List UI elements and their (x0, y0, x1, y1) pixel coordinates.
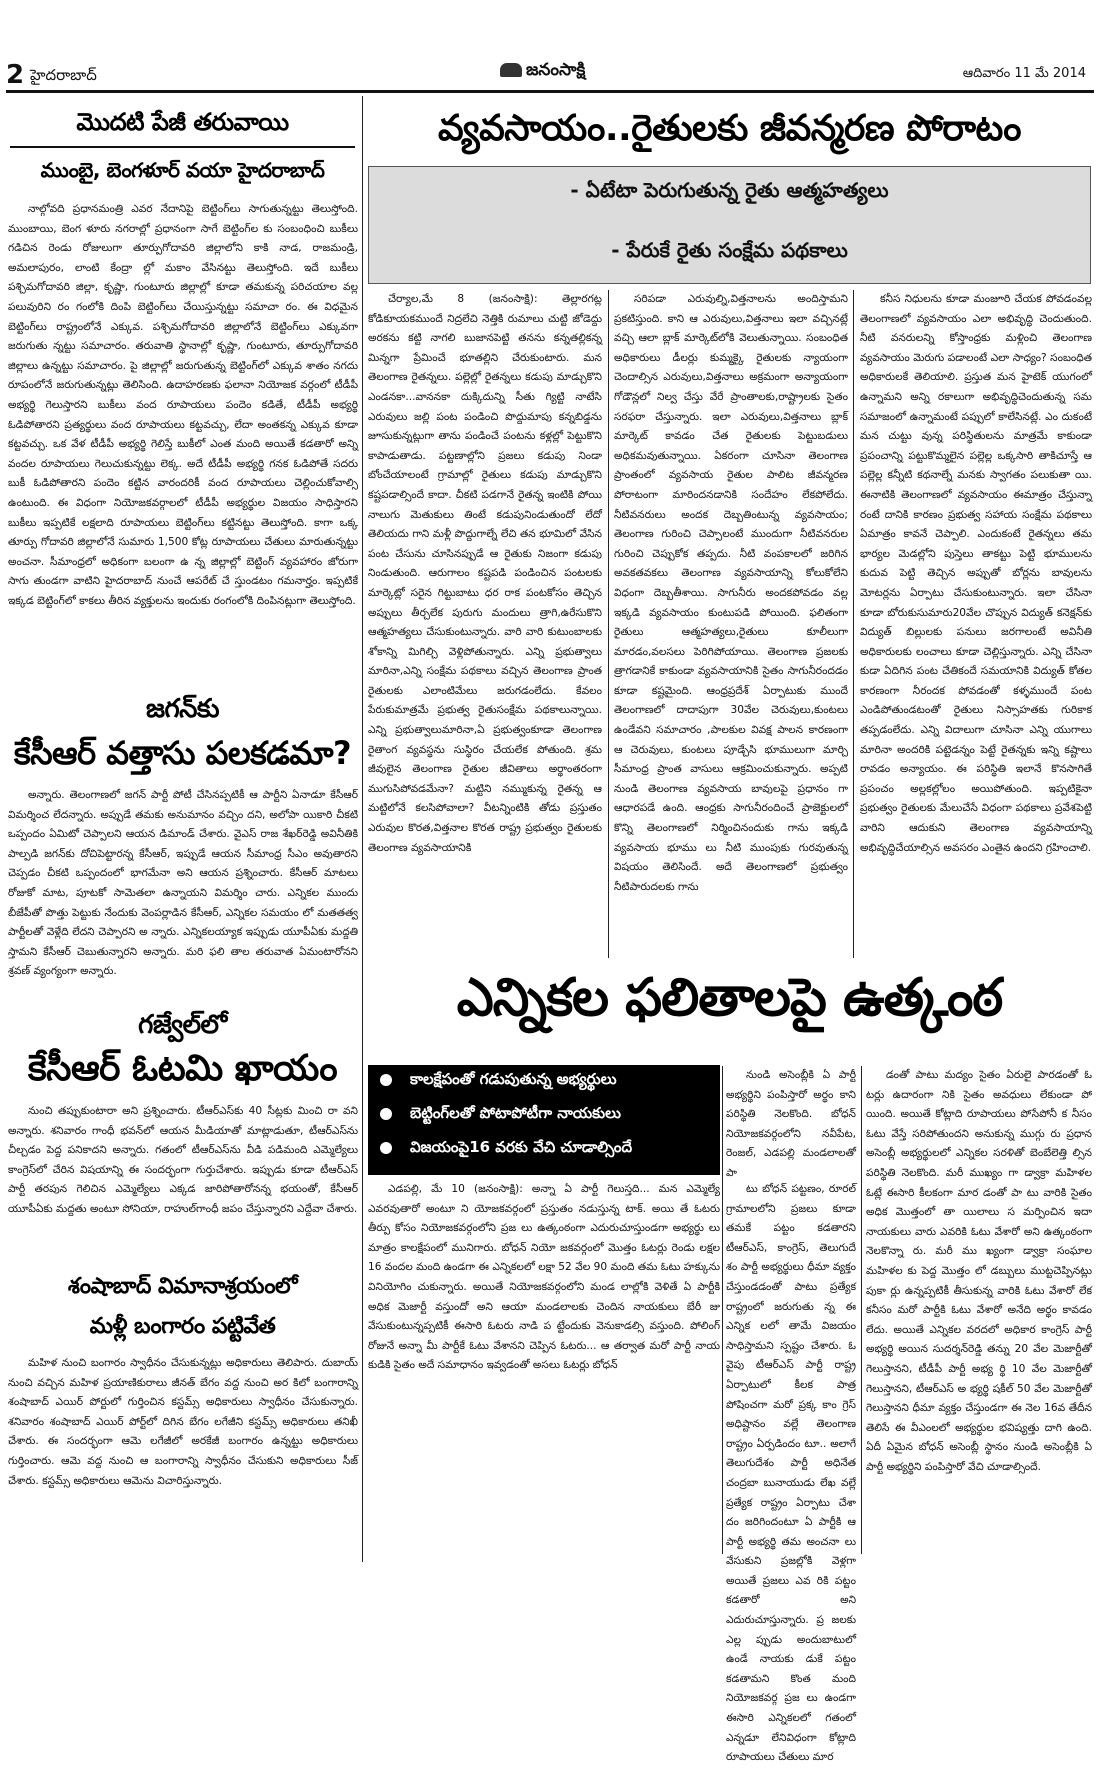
story-kicker: గజ్వేల్‌లో (138, 1010, 227, 1040)
bullet-icon (380, 1108, 392, 1120)
story-kicker: జగన్‌కు (146, 694, 219, 724)
story-headline: కేసీఆర్ వత్తాసు పలకడమా? (13, 734, 352, 772)
election-column (866, 1066, 1092, 1554)
story-text: నుంచి తప్పుకుంటారా అని ప్రశ్నించారు. టీఆర్ఎస్‌కు 40 సీట్లకు మించి రా వని అన్నారు. శనివారం గాంధీ భవన్‌లో ఆయన మీడియాతో మాట్లాడుతూ, టీఆర్ఎస్‌ను చీల్చడం పెద్ద పనికాదని అన్నారు. గతంలో టీఆర్ఎస్‌ను వీడి పడిమంది ఎమ్మెల్యేలు కాంగ్రెస్‌లో చేరిన విషయాన్ని ఈ సందర్భంగా గుర్తుచేశారు. ఇప్పుడు కూడా టీఆర్ఎస్ పార్టీ తరపున గెలిచిన ఎమ్మెల్యేలు ఎక్కడ జారిపోతారోనన్న భయంతో, కేసీఆర్ యూపీఏకు మద్దతు అంటూ సోనియా, రాహుల్‌గాంధీ జపం చేస్తున్నారని ఎద్దేవా చేశారు. (8, 1105, 358, 1215)
election-column (368, 1180, 720, 1554)
lead-column (614, 290, 848, 958)
story-kicker: శంషాబాద్ విమానాశ్రయంలో (67, 1274, 298, 1299)
story-text: నాల్గోవది ప్రధానమంత్రి ఎవర నేదానిపై బెట్టింగ్‌లు సాగుతున్నట్టు తెలుస్తోంది. ముంబాయి, బెంగ ళూరు నగరాల్లో ప్రధానంగా సాగే బెట్టింగ్‌ల కు సంబంధించి బుకీలు గడిచిన రెండు రోజులుగా తూర్పుగోదావరి జిల్లాలోని కాకి నాడ, రాజమండ్రి, అమలాపురం, లాంటి కేంద్రా ల్లో మకాం వేసినట్టు తెలుస్తోంది. ఇదే బుకీలు పశ్చిమగోదావరి జిల్లా, కృష్ణా, గుంటూరు జిల్లాల్లో కూడా తమకున్న పరిచయాల వల్ల పలువురిని రం గంలోకి దింపి బెట్టింగ్‌లు చేయిస్తున్నట్టు సమాచా రం. ఈ విధమైన బెట్టింగ్‌లు రాష్ట్రంలోనే ఎక్కువ. పశ్చిమగోదావరి జిల్లాలోనే బెట్టింగ్‌లు ఎక్కువగా జరుగుతు న్నట్టు సమాచారం. తరువాతి స్థానాల్లో కృష్ణా, గుంటూరు, తూర్పుగోదావరి జిల్లాలు ఉన్నట్టు సమాచారం. పై జిల్లాల్లో జరుగుతున్న బెట్టింగ్‌లో ఎక్కువ శాతం నగదు రూపంలోనే జరుగుతున్నట్లు తెలిసింది. ఉదాహరణకు ఫలానా నియోజక వర్గంలో టీడీపీ అభ్యర్థి గెలుస్తారని బుకీలు వంద రూపాయలు పందెం కడితే, టీడీపీ అభ్యర్థి ఓడిపోతారని ప్రత్యర్థులు వంద రూపాయలు కట్టవచ్చు, లేదా అంతకన్న ఎక్కువ కూడా కట్టవచ్చు. ఒక వేళ టీడీపీ అభ్యర్థి గెలిస్తే బుకీలో ఎంత మంది అయితే కడతారో అన్ని వందల రూపాయలు గెలుచుకున్నట్టు లెక్క. అదే టీడీపీ అభ్యర్థి గనక ఓడిపోతే సదరు బుకీ ఓడిపోతారని పందెం కట్టిన వారందరికీ వంద రూపాయలు చెల్లించుకోవాల్సి ఉంటుంది. ఈ విధంగా నియోజకవర్గాలలో టీడీపీ అభ్యర్థుల విజయం సాధిస్తారని బుకీలు ఇప్పటికే లక్షలాది రూపాయలు బెట్టింగ్‌లు కట్టినట్టు తెలుస్తోంది. కాగా ఒక్క తూర్పు గోదావరి జిల్లాలోనే సుమారు 1,500 కోట్ల రూపాయలు చేతులు మారుతున్నట్టు అంచనా. సీమాంధ్రలో అధికంగా బలంగా ఉ న్న జిల్లాల్లో బెట్టింగ్ వ్యవహారం జోరుగా సాగు తుండగా వాటిని హైదరాబాద్ నుంచే ఆపరేట్ చే స్తుండటం గమనార్హం. ఇప్పటికే ఇక్కడ బెట్టింగ్‌లో కాకలు తీరిన వ్యక్తులను ఇందుకు రంగంలోకి దింపినట్లుగా తెలుస్తోంది. (8, 203, 358, 607)
story-body (8, 1354, 358, 1554)
story-text: కనీస నిధులను కూడా మంజూరి చేయక పోవడంవల్ల తెలంగాణలో వ్యవసాయం ఎలా అభివృద్ధి చెందుతుంది. నీటి వనరులన్ని కోస్తాంధ్రకు మళ్లించి తెలంగాణ వ్యవసాయం మెరుగు పడాలంటే ఎలా సాధ్యం? సంబంధిత అధికారులకే తెలియాలి. ప్రస్తుత మన హైటెక్ యుగంలో ఉన్నామని అన్ని రకాలుగా అభివృద్ధిచెందుతున్న సమ సమాజంలో ఉన్నామంటే పప్పులో కాలేసినట్లే. ఎం దుకంటే మన చుట్టు వున్న పరిస్థితులను మాత్రమే కాకుండా ప్రపంచాన్ని పట్టుకొమ్మలైన పల్లెల్ల ఒక్కసారి తాకిచూస్తే ఆ పల్లెల్ల కన్నీటి కథనాల్నే మనకు స్వాగతం పలుకుతా యి. ఈనాటికి తెలంగాణలో వ్యవసాయం ఈమాత్రం చేస్తున్నా రంటే దానికి కారణం ప్రభుత్వ సహాయ సంక్షేమ పథకాలు ఏమాత్రం కావనే చెప్పాలి. ఎందుకంటే రైతన్నలు తమ భార్యల మెడల్లోని పుస్తెలు తాకట్టు పెట్టి భూములను కుదువ పెట్టి తెచ్చిన అప్పుతో బోర్లను బావులను మోటర్లను ఏర్పాటు చేసుకుంటున్నారు. ఇలా చేసినా కూడా బోరుకుసుమారు20వేల చొప్పున విద్యుత్ కనెక్షన్‌కు విద్యుత్ బిల్లులకు పనులు జరగాలంటే అవినీతి అధికారులకు లంచాలు కూడా చెల్లిస్తున్నారు. ఎన్ని చేసినా కుడా ఏదిగిన పంట చేతికందే సమయానికి విద్యుత్ కోతల కారణంగా నీరందక పోవడంతో కళ్ళముందే పంట ఎండిపోతుండటంతో రైతులు నిస్సాహతకు గురికాక తప్పడంలేదు. ఎన్ని విదాలుగా చూసినా ఎన్ని యుగాలు మారినా అందరికి పట్టెడన్నం పెట్టే రైతన్నకు ఇన్ని కష్టాలు రావడం అన్యాయం. ఈ పరిస్థితి ఇలానే కొనసాగితే ప్రపంచం అల్లకల్లోలం అయిపోతుంది. ఇప్పటికైనా ప్రభుత్వం రైతులకు మేలుచేసే విధంగా పథకాలు ప్రవేశపెట్టి వారిని ఆదుకుని తెలంగాణ వ్యవసాయాన్ని అభివృద్ధిచేయాల్సిన అవసరం ఎంతైన ఉందని గ్రహించాలి. (860, 293, 1092, 854)
lead-column (368, 290, 602, 958)
page-number: 2 (6, 60, 25, 90)
divider (10, 146, 355, 148)
logo-text: జనంసాక్షి (526, 60, 586, 80)
masthead-rule (6, 90, 1094, 93)
election-column (726, 1180, 856, 1764)
newspaper-logo (500, 60, 585, 84)
story-text: నుండి అసెంబ్లీకి ఏ పార్టీ అభ్యర్థిని పంపిస్తారో అర్థం కాని పరిస్థితి నెలకొంది. బోధన్ నియోజకవర్గంలోని నవీపేట, రెంజల్, ఎడపల్లి మండలాలతో పా (726, 1069, 856, 1179)
story-body (8, 200, 358, 672)
column-rule (861, 1066, 862, 1554)
masthead (0, 0, 1100, 96)
section-city: హైదరాబాద్ (30, 66, 97, 84)
subhead-line: - ఏటేటా పెరుగుతున్న రైతు ఆత్మహత్యలు (570, 178, 889, 202)
story-text: మహిళ నుంచి బంగారం స్వాధీనం చేసుకున్నట్లు అధికారులు తెలిపారు. దుబాయ్ నుంచి వచ్చిన మహిళ ప్రయాణికురాలు జీనత్ బేగం వద్ద నుంచి అర కిలో బంగారాన్ని శంషాబాద్ ఎయిర్ పోర్టులో గుర్తించిన కస్టమ్స్ అధికారులు స్వాధీనం చేసుకున్నారు. శనివారం శంషాబాద్ ఎయిర్ పోర్ట్‌లో దిగిన బేగం లగేజీని కస్టమ్స్ అధికారులు తనిఖీ చేశారు. ఈ సందర్భంగా ఆమె లగేజీలో అరకేజీ బంగారం ఉన్నట్టు అధికారులు గుర్తించారు. ఆమె వద్ద నుంచి ఆ బంగారాన్ని స్వాధీనం చేసుకుని అధికారులు సీజ్ చేశారు. కస్టమ్స్ అధికారులు ఆమెను విచారిస్తున్నారు. (8, 1357, 358, 1487)
story-headline: మళ్లీ బంగారం పట్టివేత (89, 1314, 276, 1339)
story-text: టు బోధన్ పట్టణం, రూరల్ గ్రామాలలోని ప్రజలు కూడా తమకే పట్టం కడతారని టీఆర్ఎస్, కాంగ్రెస్, తెలుగుదే శం పార్టీ అభ్యర్థులు ధీమా వ్యక్తం చేస్తుండడంతో పాటు ప్రత్యేక రాష్ట్రంలో జరుగుతు న్న ఈ ఎన్నిక లలో తామే విజయం సాధిస్తామని స్పష్టం చేశారు. ఓ వైపు టీఆర్ఎస్ పార్టీ రాష్ట్ర ఏర్పాటులో కీలక పాత్ర పోషించగా మరో ప్రక్క కాం గ్రెస్ అధిష్టానం వల్లే తెలంగాణ రాష్ట్రం ఏర్పడిందం టూ.. అలాగే తెలుగుదేశం పార్టీ అధినేత చంద్రబా బునాయుడు లేఖ వల్లే ప్రత్యేక రాష్ట్రం ఏర్పాటు చేశా దం జరిగిందంటూ ఏ పార్టీకి ఆ పార్టీ అభ్యర్థి తమ అంచనా లు వేసుకుని ప్రజల్లోకి వెళ్లగా అయితే ప్రజలు ఎవ రికి పట్టం కడతారో అని ఎదురుచూస్తున్నారు. ప్ర జలకు ఎల్ల ప్పుడు అందుబాటులో ఉండే నాయకు డుకే పట్టం కడతామని కొంత మంది నియోజకవర్గ ప్రజ లు ఉండగా ఈసారి ఎన్నికలలో గతంలో ఎన్నడూ లేనివిధంగా కోట్లాది రూపాయలు చేతులు మార (726, 1183, 856, 1764)
lead-column (860, 290, 1092, 958)
highlight-item (380, 1104, 621, 1126)
highlight-item (380, 1070, 617, 1092)
story-body (8, 1102, 358, 1258)
column-rule (722, 1066, 723, 1554)
newspaper-logo-icon (500, 63, 522, 77)
column-rule (362, 96, 363, 1562)
column-rule (853, 290, 854, 958)
bullet-icon (380, 1142, 392, 1154)
highlight-text: విజయంపై16 వరకు వేచి చూడాల్సిందే (410, 1138, 633, 1156)
story-text: అన్నారు. తెలంగాణలో జగన్ పార్టీ పోటీ చేసినప్పటికీ ఆ పార్టీని ఏనాడూ కేసీఆర్ విమర్శించ లేదన్నారు. అప్పుడే తమకు అనుమానం వచ్చిం దని, అలోపా యికారి చీకటి ఒప్పందం ఏమిటో చెప్పాలని ఆయన డిమాండ్ చేశారు. వైఎస్ రాజ శేఖర్‌రెడ్డి అవినీతికి పాల్పడి జగన్‌కు దోచిపెట్టారన్న కేసీఆర్, ఇప్పుడే ఆయన సీమాంధ్ర సీఎం అవుతారని చెప్పడం చీకటి ఒప్పందంలో భాగమేనా అని ఆయన ప్రశ్నించారు. కేసీఆర్ మాటలు రోజుకో మాట, పూటకో సామెతలా ఉన్నాయని విమర్శిం చారు. ఎన్నికల ముందు బీజేపీతో పొత్తు పెట్టుకు నేందుకు వెంపర్లాడిన కేసీఆర్, ఎన్నికల సమయం లో మతతత్వ పార్టీలతో వెళ్లేది లేదని చెప్పారని అ న్నారు. ఎన్నికలయ్యాక ఇప్పుడు యూపీఏకు మద్దతి స్తామని కేసీఆర్ చెబుతున్నారని అన్నారు. మరి ఫలి తాల తరువాత ఏమంటారోనని శ్రవణ్ వ్యంగ్యంగా అన్నారు. (8, 789, 358, 978)
story-text: సరిపడా ఎరువుల్ని,విత్తనాలను అందిస్తామని ప్రకటిస్తుంది. కాని ఆ ఎరువులు,విత్తనాలు ఇలా వచ్చినట్లే వచ్చి ఆలా బ్లాక్ మార్కెట్‌లోకి వెలుతున్నాయి. సంబంధిత అధికారులు డీలర్లు కుమ్మక్కై రైతులకు న్యాయంగా చెందాల్సిన ఎరువులు,విత్తనాలు అక్రమంగా అన్యాయంగా గోడౌన్లలో నిల్వ చేస్తు వేరే ప్రాంతాలకు,రాష్ట్రాలకు సైతం సరఫరా చేస్తున్నారు. ఇలా ఎరువులు,విత్తనాలు బ్లాక్ మార్కెట్ కావడం చేత రైతులకు పెట్టుబడులు అధికమవుతున్నాయి. ఏకరంగా చూసినా తెలంగాణ ప్రాంతంలో వ్యవసాయ రైతుల పాలిట జీవన్మరణ పోరాటంగా మారిందనడానికి సందేహం లేకపోలేదు. నీటివనరులు అందక దెబ్బతింటున్న వ్యవసాయం; తెలంగాణ గురించి చెప్పాలంటే ముందుగా నీటివనరుల గురించి చెప్పుకోక తప్పదు. నీటి వంపకాలలో జరిగిన అవకతవకలు తెలంగాణ వ్యవసాయాన్ని కోలుకోలేని విధంగా దెబ్బతీశాయి. సాగునీరు అందకపోవడం వల్ల ఇక్కడి వ్యవసాయం కుంటుపడి పోయింది. ఫలితంగా రైతులు ఆత్మహత్యలు,రైతులు కూలీలుగా మారడం,వలసలు పెరిగిపోయాయి. తెలంగాణ ప్రజలకు త్రాగడానికే కాకుండా వ్యవసాయానికి సైతం సాగునీరందడం కూడా కష్టమైంది. ఆంధ్రప్రదేశ్ ఏర్పాటుకు ముందే తెలంగాణలో దాదాపుగా 30వేల చెరువులు,కుంటలు ఉండేవని సమాచారం ,పాలకుల వివక్ష పాలన కారణంగా ఆ చెరువులు, కుంటలు పూడ్చేసి భూములుగా మార్చి సీమాంధ్ర ప్రాంత వాసులు ఆక్రమించుకున్నారు. అప్పటి నుండి తెలంగాణ వ్యవసాయ బావులపై ప్రధానం గా ఆధారపడే ఉంది. ఆంధ్రకు సాగునీరందించే ప్రాజెక్టులలో కొన్ని తెలంగాణలో నిర్మించినందుకు గాను ఇక్కడి వ్యవసాయ భూము లు నీటి ముంపుకు గురవుతున్న విషయం తెలిసిందే. అదే తెలంగాణలో ప్రభుత్వం నీటిపారుదలకు గాను (614, 293, 848, 893)
election-headline: ఎన్నికల ఫలితాలపై ఉత్కంఠ (456, 968, 1003, 1028)
story-headline: ముంబై, బెంగళూర్ వయా హైదరాబాద్ (40, 158, 325, 182)
column-rule (608, 290, 609, 958)
subhead-line: - పేరుకే రైతు సంక్షేమ పథకాలు (611, 238, 848, 262)
highlight-item (380, 1138, 632, 1160)
story-text: డంతో పాటు మద్యం సైతం ఏరులై పారడంతో ఓ టర్లు ఉదారంగా నికి సైతం అవధులు లేకుండా పో యింది. అయితే కోట్లాది రూపాయలు పోసేపోనీ క నీసం ఓటు వేస్తే సరిపోతుందని అనుకున్న ముగ్గు రు ప్రధాన అసెంబ్లీ అభ్యర్థులలో ఎన్నికల సరళితో బెంబేలెత్తి ల్సిన పరిస్థితి నెలకొంది. మరీ ముఖ్యం గా డ్వాక్రా మహిళల ఓట్లే ఈసారి కీలకంగా మార డంతో పా టు వారికి సైతం అధిక మొత్తంలో తా యిలాలు స మర్పించిన ఇదా నాయకులు వారు ఎవరికి ఓటు వేశారో అని ఉత్కంఠంగా నెలకొన్నా రు. మరీ ము ఖ్యంగా డ్వాక్రా సంఘాల మహిళల కు పెద్ద మొత్తం లో డబ్బులు ముట్టచెప్పినట్లు పుకా ర్లు ఉన్నప్పటికీ తీసుకున్న వారికి ఓటు వేశారో లేక కనీసం మరో పార్టీకి ఓటు వేశారో అనేది అర్థం కావడం లేదు. అయితే ఎన్నికల వరదలో అధికార కాంగ్రెస్ పార్టీ అభ్యర్థి అయిన సుదర్శన్‌రెడ్డి తన్ను 20 వేల మెజార్టీతో గెలుస్తానని, టీడీపీ పార్టీ అభ్య ర్థి 10 వేల మెజార్టీతో గెలుస్తానని, టీఆర్ఎస్ అ భ్యర్థి షకీల్ 50 వేల మెజార్టీతో గెలుస్తానని ధీమా వ్యక్తం చేస్తుండగా ఈ నెల 16వ తేదీన తెలిసే ఈ వీఎంలలో అభ్యర్థుల భవిష్యత్తు దాగి ఉంది. ఏదీ ఏమైన బోధన్ అసెంబ్లీ స్థానం నుండి అసెంబ్లీకి ఏ పార్టీ అభ్యర్థిని పంపిస్తారో వేచి చూడాల్సిందే. (866, 1069, 1092, 1473)
bullet-icon (380, 1074, 392, 1086)
story-text: చేర్యాల,మే 8 (జనంసాక్షి): తెల్లారగట్ల కోడికూయకముందే నిద్రలేచి నెత్తికి రుమాలు చుట్టి జోడెద్దు అరకను కట్టి నాగలి బుజానపెట్టి తనను కన్నతల్లికన్న మిన్నగా ప్రేమించే భూతల్లిని చేరుకుంటారు. మన తెలంగాణ రైతన్నలు. పల్లెల్లో రైతన్నలు కడుపు మాడ్చుకొని ఎండనకా...వాననకా దుక్కిదున్ని సీతు గ్యిట్టి నాటేసి ఎరువులు జల్లి పంట పండించి పొద్దుమాపు కన్నబిడ్డను జూసుకున్నట్లుగా తాను పండించే పంటను కళ్లల్లో పెట్టుకొని కాపాడుతాడు. పట్టణాల్లోని ప్రజలు కడుపు నిండా బోంచేయాలంటే గ్రామాల్లో రైతులు కడుపు మాడ్చుకొని కష్టపడాల్సిందే కాదా. చీకటి పడగానే రైతన్న ఇంటికి పోయి నాలుగు మెతుకులు తింటే కడుపునిండుతుందో లేదో తెలియదు గాని మళ్లీ పొద్దుగాల్నే లేచి తన భూమిలో వేసిన పంట చేసును చూసినప్పుడే ఆ రైతుకు నిజంగా కడుపు నిండుతుంది. ఆరుగాలం కష్టపడి పండించిన పంటలకు మార్కెట్లో సరైన గిట్టుబాటు ధర రాక పంటకోసం తెచ్చిన అప్పులు తీర్చలేక పురుగు మందులు త్రాగి,ఉరేసుకొని ఆత్మహత్యలు చేసుకుంటున్నారు. వారి వారి కుటుంబాలకు శోకాన్ని మిగిల్చి వెళ్లిపోతున్నారు. ఎన్ని ప్రభుత్వాలు మారినా,ఎన్ని సంక్షేమ పథకాలు వచ్చిన తెలంగాణ ప్రాంత రైతులకు ఎలాంటిమేలు జరుగడంలేదు. కేవలం పేరుకుమాత్రమే ప్రభుత్వ రైతుసంక్షేమ పథకాలున్నాయి. ఎన్ని ప్రభుత్వాలుమారినా,ఏ ప్రభుత్వంకూడా తెలంగాణ రైతాంగ వ్యవస్థను సుస్థిరం చేయలేక పోతుంది. శ్రమ జీవులైన తెలంగాణ రైతుల జీవితాలు అర్థాంతరంగా ముగుసిపోవడమేనా? మట్టిని నమ్ముకున్న రైతన్న ఆ మట్టిలోనే కలసిపోవాలా? వీటన్నింటికి తోడు ప్రస్తుతం ఎరువుల కొరత,విత్తనాల కొరత రాష్ట్ర ప్రభుత్వం రైతులకు తెలంగాణ వ్యవసాయానికి (368, 293, 602, 854)
story-headline: కేసీఆర్ ఓటమి ఖాయం (27, 1048, 338, 1089)
story-text: ఎడపల్లి, మే 10 (జనంసాక్షి): అన్నా ఏ పార్టీ గెలుస్తది... మన ఎమ్మెల్యే ఎవరవుతారో అంటూ ని యోజకవర్గంలో ప్రస్తుతం నడుస్తున్న టాక్. అయి తే ఓటరు తీర్పు కోసం నియోజకవర్గంలోని ప్రజ లు ఉత్కంఠంగా ఎదురుచూస్తుండగా అభ్యర్థు లు మాత్రం కాలక్షేపంలో మునిగారు. బోధన్ నియో జకవర్గంలో మొత్తం ఓటర్లు రెండు లక్షల 16 వందల మంది ఉండగా ఈ ఎన్నికలలో లక్షా 52 వేల 90 మంది తమ ఓటు హక్కును వినియోగిం చుకున్నారు. అయితే నియోజకవర్గంలోని మండ లాల్లోకి వెళితే ఏ పార్టీకి అధిక మెజార్టీ వస్తుందో అని ఆయా మండలాలకు చెందిన నాయకులు బేరీ జు వేసుకుంటున్నప్పటికీ ఈసారి ఓటరు నాడి ప ట్టేందుకు వెనుకాడల్సి వస్తుంది. పోలింగ్ రోజునే అన్నా మీ పార్టీకే ఓటు వేశానని చెప్పిన ఓటరు... ఆ తర్వాత మరో పార్టీ నాయ కుడికి సైతం అదే సమాధానం ఇవ్వడంతో అసలు ఓటర్లు బోధన్ (368, 1183, 720, 1372)
election-column (726, 1066, 856, 1179)
highlight-text: బెట్టింగ్‌లతో పోటాపోటీగా నాయకులు (410, 1104, 621, 1122)
continued-kicker: మొదటి పేజీ తరువాయి (76, 108, 289, 136)
date-line: ఆదివారం 11 మే 2014 (962, 66, 1086, 81)
lead-headline: వ్యవసాయం..రైతులకు జీవన్మరణ పోరాటం (437, 108, 1022, 149)
highlight-text: కాలక్షేపంతో గడుపుతున్న అభ్యర్థులు (410, 1070, 617, 1088)
story-body (8, 786, 358, 1006)
